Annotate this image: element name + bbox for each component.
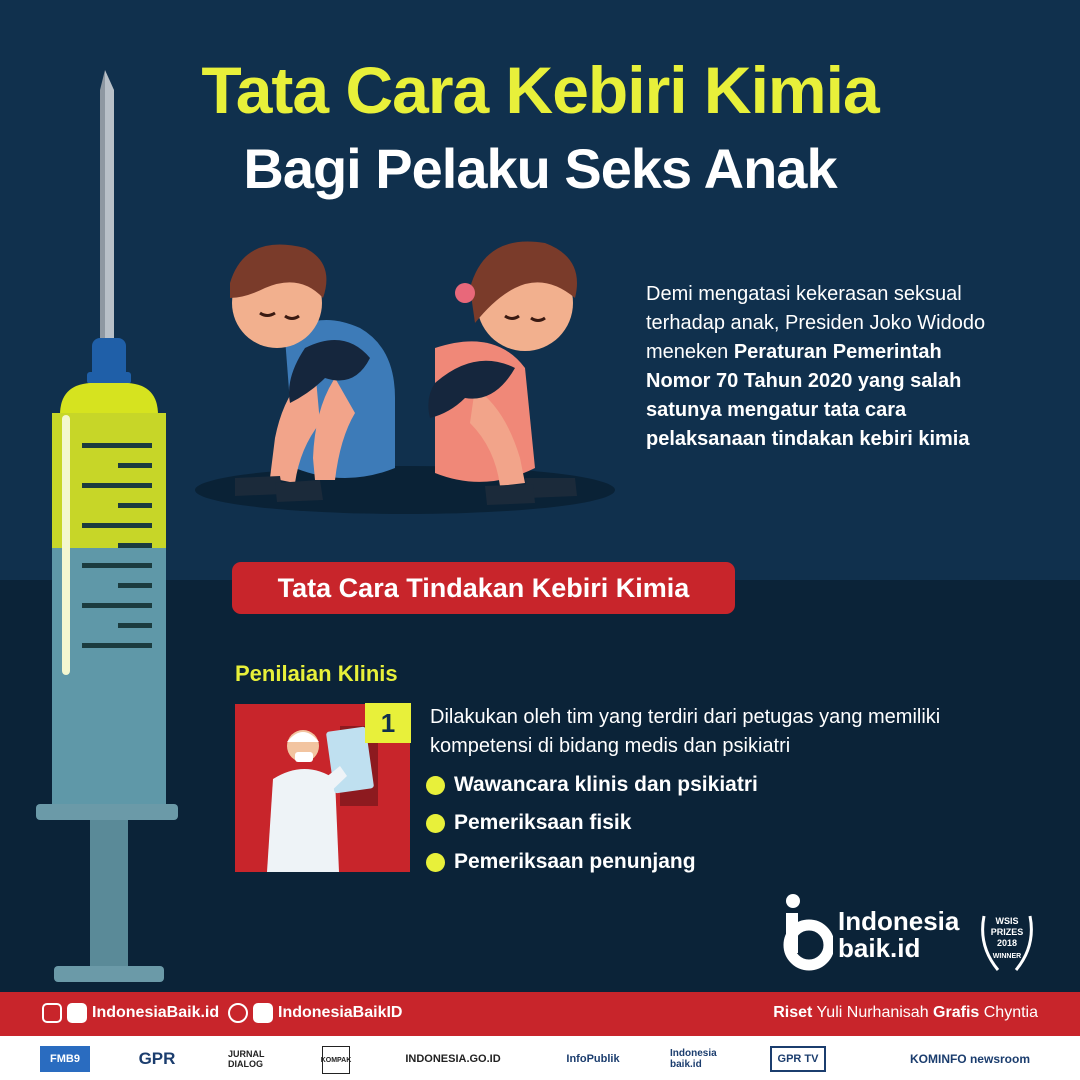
award-line-1: WSIS <box>995 916 1019 926</box>
bullet-text: Wawancara klinis dan psikiatri <box>454 773 758 796</box>
wsis-award-badge <box>978 906 1036 976</box>
social-group-2 <box>228 1003 402 1023</box>
credit-riset-label: Riset <box>773 1004 813 1021</box>
partner-logo[interactable]: KOMINFO newsroom <box>909 1052 1030 1066</box>
credit-grafis-name: Chyntia <box>983 1004 1038 1021</box>
partner-logo[interactable]: KOMPAK <box>322 1046 350 1074</box>
bullet-item <box>426 847 696 877</box>
bullet-dot-icon <box>426 853 445 872</box>
bullet-item <box>426 808 631 838</box>
credits <box>773 1004 1038 1022</box>
section-tag: Tata Cara Tindakan Kebiri Kimia <box>232 562 735 614</box>
social-handle-1[interactable]: IndonesiaBaik.id <box>92 1004 220 1021</box>
credit-riset-name: Yuli Nurhanisah <box>816 1004 929 1021</box>
step-description: Dilakukan oleh tim yang terdiri dari petugas yang memiliki kompetensi di bidang medis dan psikiatri <box>430 706 941 757</box>
title-line-2: Bagi Pelaku Seks Anak <box>243 137 837 200</box>
instagram-icon[interactable] <box>42 1003 62 1023</box>
partner-logo[interactable]: GPR <box>138 1049 176 1068</box>
partner-logo[interactable]: InfoPublik <box>566 1053 620 1065</box>
award-line-3: 2018 <box>996 938 1018 948</box>
title-line-1: Tata Cara Kebiri Kimia <box>201 53 879 127</box>
youtube-icon[interactable] <box>253 1003 273 1023</box>
bullet-text: Pemeriksaan fisik <box>454 811 632 834</box>
logo-text <box>838 908 959 962</box>
bullet-dot-icon <box>426 776 445 795</box>
bullet-dot-icon <box>426 814 445 833</box>
social-group-1 <box>42 1003 219 1023</box>
partner-logo[interactable]: Indonesia baik.id <box>670 1048 717 1070</box>
intro-text-bold: Peraturan Pemerintah Nomor 70 Tahun 2020 yang salah satunya mengatur tata cara pelaksanaan tindakan kebiri kimia <box>646 341 970 450</box>
bullet-item <box>426 770 758 800</box>
logo-line-2: baik.id <box>838 933 921 963</box>
award-line-4: WINNER <box>992 953 1022 960</box>
intro-text: Demi mengatasi kekerasan seksual terhadap anak, Presiden Joko Widodo meneken <box>646 283 986 363</box>
credit-grafis-label: Grafis <box>933 1004 980 1021</box>
partner-logo[interactable]: FMB9 <box>40 1046 90 1072</box>
syringe-illustration <box>30 70 190 990</box>
bullet-text: Pemeriksaan penunjang <box>454 850 696 873</box>
partner-logo[interactable]: JURNAL DIALOG <box>228 1049 265 1069</box>
children-illustration <box>195 228 625 518</box>
facebook-icon[interactable] <box>67 1003 87 1023</box>
partner-logo[interactable]: INDONESIA.GO.ID <box>405 1053 501 1065</box>
twitter-icon[interactable] <box>228 1003 248 1023</box>
step-number-badge: 1 <box>365 703 411 743</box>
logo-line-1: Indonesia <box>838 906 960 936</box>
social-handle-2[interactable]: IndonesiaBaikID <box>278 1004 403 1021</box>
award-line-2: PRIZES <box>990 927 1024 937</box>
partner-logo[interactable]: GPR TV <box>770 1046 826 1072</box>
intro-paragraph <box>646 280 996 454</box>
indonesiabaik-logo-icon <box>783 893 833 971</box>
step-subheading: Penilaian Klinis <box>235 661 398 686</box>
